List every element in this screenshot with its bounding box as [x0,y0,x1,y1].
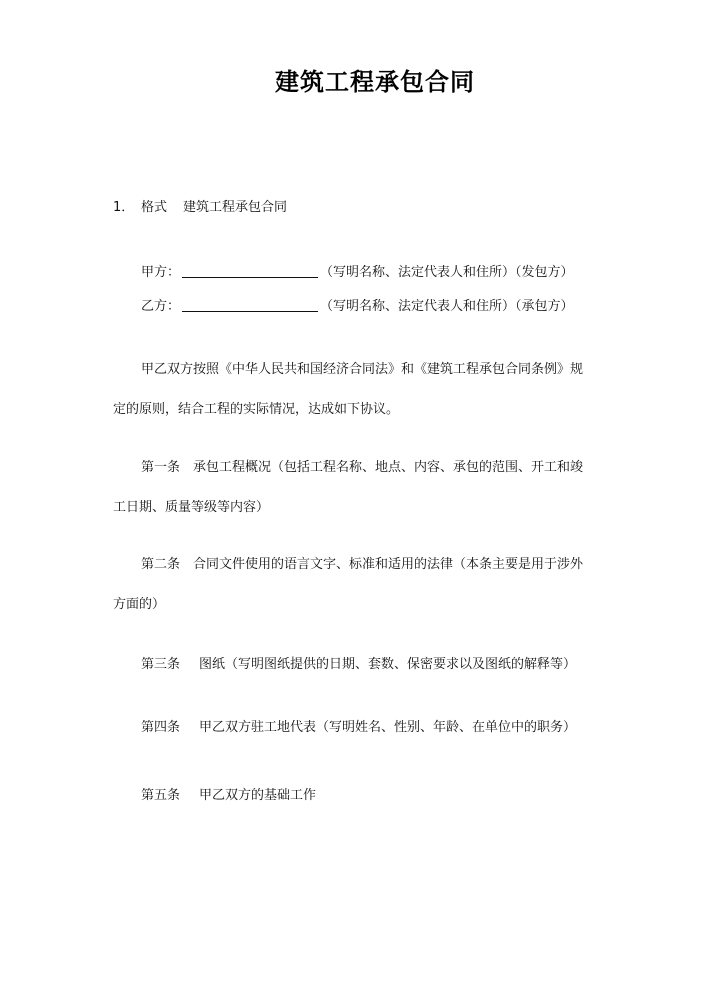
article-5-paragraph [141,786,316,806]
preamble-line-2: 定的原则，结合工程的实际情况，达成如下协议。 [113,402,400,417]
document-title: 建筑工程承包合同 [275,68,475,96]
article-4-text: 甲乙双方驻工地代表（写明姓名、性别、年龄、在单位中的职务） [199,720,577,735]
article-4-number: 第四条 [141,720,181,735]
article-2-line-1: 第二条 合同文件使用的语言文字、标准和适用的法律（本条主要是用于涉外 [141,557,584,572]
section-text: 建筑工程承包合同 [183,200,288,215]
party-a-blank-line[interactable] [182,263,318,278]
preamble-paragraph [113,360,637,420]
article-1-line-1: 第一条 承包工程概况（包括工程名称、地点、内容、承包的范围、开工和竣 [141,460,584,475]
article-5-number: 第五条 [141,788,181,803]
article-3-paragraph [141,655,576,675]
party-a-note: （写明名称、法定代表人和住所）（发包方） [320,265,574,280]
article-3-text: 图纸（写明图纸提供的日期、套数、保密要求以及图纸的解释等） [199,657,577,672]
preamble-line-1: 甲乙双方按照《中华人民共和国经济合同法》和《建筑工程承包合同条例》规 [141,362,584,377]
article-2-line-2: 方面的） [113,597,166,612]
party-b-label: 乙方： [141,299,181,314]
party-b-note: （写明名称、法定代表人和住所）（承包方） [320,299,574,314]
party-b-blank-line[interactable] [182,297,318,312]
party-a-label: 甲方： [141,265,181,280]
article-4-paragraph [141,718,576,738]
party-a-row [141,263,574,283]
format-section-heading [113,198,287,218]
article-2-paragraph [113,555,637,615]
party-b-row [141,297,574,317]
article-5-text: 甲乙双方的基础工作 [199,788,317,803]
article-1-paragraph [113,458,637,518]
section-number: 1． [113,200,135,215]
article-3-number: 第三条 [141,657,181,672]
article-1-line-2: 工日期、质量等级等内容） [113,500,270,515]
section-label: 格式 [141,200,168,215]
